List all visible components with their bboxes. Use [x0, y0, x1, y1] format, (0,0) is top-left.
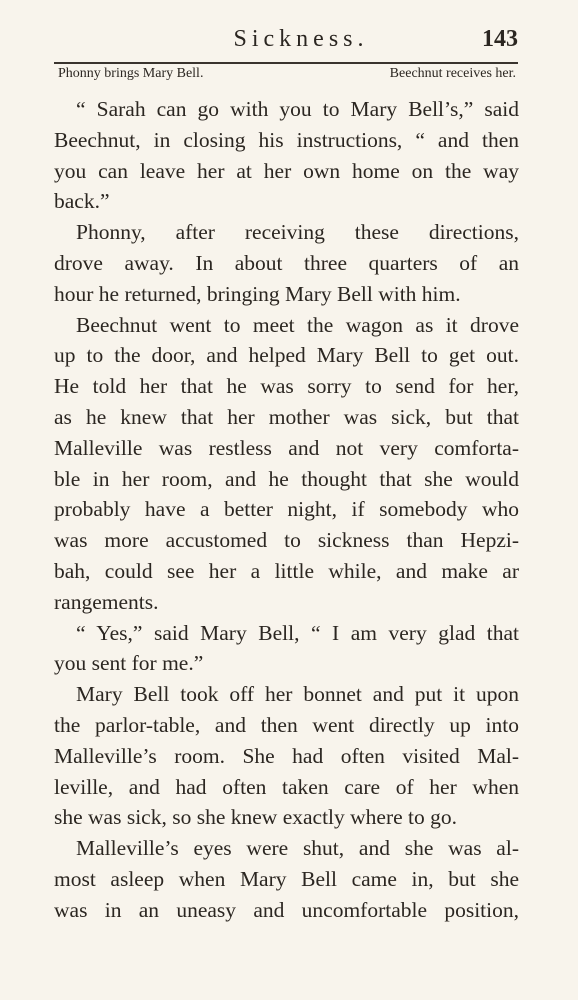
body-text: [54, 94, 519, 926]
text-line: Phonny, after receiving these directions,: [76, 220, 519, 245]
text-line: drove away. In about three quarters of an: [54, 250, 519, 275]
subhead-left: Phonny brings Mary Bell.: [58, 66, 204, 81]
text-line: most asleep when Mary Bell came in, but she: [54, 866, 519, 891]
subhead-right: Beechnut receives her.: [389, 66, 516, 81]
running-head: [54, 26, 518, 56]
text-line: He told her that he was sorry to send for her,: [54, 374, 519, 399]
text-line: Beechnut went to meet the wagon as it drove: [76, 312, 519, 337]
text-line: as he knew that her mother was sick, but that: [54, 404, 519, 429]
text-line: Beechnut, in closing his instructions, “ and then: [54, 127, 519, 152]
text-line: hour he returned, bringing Mary Bell with him.: [54, 281, 461, 306]
text-line: back.”: [54, 189, 110, 214]
text-line: up to the door, and helped Mary Bell to get out.: [54, 343, 519, 368]
text-line: Malleville was restless and not very comforta-: [54, 435, 519, 460]
text-line: bah, could see her a little while, and make ar: [54, 558, 519, 583]
running-title: Sickness.: [233, 26, 369, 52]
text-line: “ Sarah can go with you to Mary Bell’s,” said: [76, 97, 519, 121]
text-line: leville, and had often taken care of her when: [54, 774, 519, 799]
text-line: you can leave her at her own home on the way: [54, 158, 519, 183]
text-line: the parlor-table, and then went directly up into: [54, 712, 519, 737]
page-number: 143: [482, 26, 518, 52]
text-line: was in an uneasy and uncomfortable position,: [54, 897, 519, 922]
text-line: Malleville’s eyes were shut, and she was al-: [76, 836, 519, 861]
subhead: [58, 66, 516, 86]
text-line: was more accustomed to sickness than Hepzi-: [54, 528, 519, 553]
text-line: ble in her room, and he thought that she would: [54, 466, 519, 491]
header-rule: [54, 62, 518, 64]
text-line: rangements.: [54, 589, 159, 614]
text-line: Malleville’s room. She had often visited Mal-: [54, 743, 519, 768]
text-line: you sent for me.”: [54, 651, 204, 676]
text-line: Mary Bell took off her bonnet and put it upon: [76, 682, 519, 707]
text-line: probably have a better night, if somebody who: [54, 497, 519, 522]
text-line: she was sick, so she knew exactly where to go.: [54, 805, 458, 830]
text-line: “ Yes,” said Mary Bell, “ I am very glad that: [76, 620, 519, 645]
